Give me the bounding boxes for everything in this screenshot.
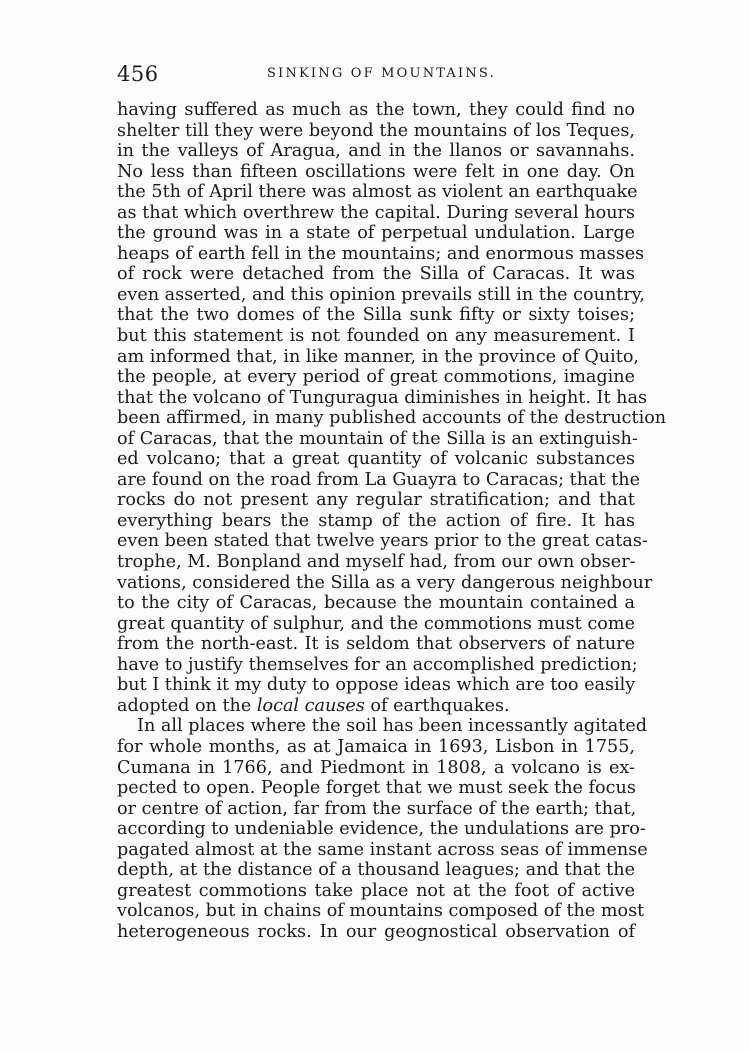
text-line: rocks do not present any regular stratification; and that bbox=[117, 490, 635, 511]
text-line: greatest commotions take place not at the foot of active bbox=[117, 880, 635, 901]
text-line: have to justify themselves for an accomplished prediction; bbox=[117, 654, 638, 675]
text-line: everything bears the stamp of the action of fire. It has bbox=[117, 510, 635, 531]
text-line: but this statement is not founded on any measurement. I bbox=[117, 326, 635, 347]
text-line: heaps of earth fell in the mountains; and enormous masses bbox=[117, 243, 645, 264]
text-line: of Caracas, that the mountain of the Silla is an extinguish- bbox=[117, 428, 638, 449]
text-line: In all places where the soil has been incessantly agitated bbox=[137, 716, 648, 737]
text-line: pagated almost at the same instant across seas of immense bbox=[117, 839, 648, 860]
text-line: in the valleys of Aragua, and in the llanos or savannahs. bbox=[117, 141, 635, 162]
text-line: are found on the road from La Guayra to Caracas; that the bbox=[117, 469, 641, 490]
text-line: the 5th of April there was almost as violent an earthquake bbox=[117, 182, 638, 203]
text-line: No less than fifteen oscillations were felt in one day. On bbox=[117, 161, 635, 182]
text-line: adopted on the local causes of earthquakes. bbox=[117, 695, 510, 716]
text-line: but I think it my duty to oppose ideas which are too easily bbox=[117, 675, 636, 696]
text-line: been affirmed, in many published accounts of the destruction bbox=[117, 408, 667, 429]
running-title: SINKING OF MOUNTAINS. bbox=[267, 66, 496, 81]
text-line: for whole months, as at Jamaica in 1693, Lisbon in 1755, bbox=[117, 736, 635, 757]
text-line: the ground was in a state of perpetual undulation. Large bbox=[117, 223, 635, 244]
text-line: great quantity of sulphur, and the commotions must come bbox=[117, 613, 635, 634]
text-line: am informed that, in like manner, in the province of Quito, bbox=[117, 346, 640, 367]
paragraph-2 bbox=[117, 716, 648, 942]
body-text bbox=[117, 100, 667, 942]
text-line: volcanos, but in chains of mountains composed of the most bbox=[117, 901, 645, 922]
text-line: even asserted, and this opinion prevails still in the country, bbox=[117, 284, 645, 305]
text-line: to the city of Caracas, because the mountain contained a bbox=[117, 593, 635, 614]
italic-phrase: local causes bbox=[256, 695, 365, 716]
text-line: having suffered as much as the town, they could find no bbox=[117, 100, 635, 120]
text-line: shelter till they were beyond the mountains of los Teques, bbox=[117, 120, 635, 141]
text-line: from the north-east. It is seldom that observers of nature bbox=[117, 634, 635, 655]
text-line: even been stated that twelve years prior to the great catas- bbox=[117, 531, 648, 552]
text-line: that the volcano of Tunguragua diminishes in height. It has bbox=[117, 387, 648, 408]
text-line: trophe, M. Bonpland and myself had, from our own obser- bbox=[117, 552, 636, 573]
page-number: 456 bbox=[117, 62, 159, 86]
text-line: heterogeneous rocks. In our geognostical observation of bbox=[117, 921, 635, 942]
text-line: according to undeniable evidence, the undulations are pro- bbox=[117, 819, 646, 840]
text-line: pected to open. People forget that we must seek the focus bbox=[117, 778, 636, 799]
text-line: ed volcano; that a great quantity of volcanic substances bbox=[117, 449, 635, 470]
text-line: or centre of action, far from the surface of the earth; that, bbox=[117, 798, 637, 819]
text-line: Cumana in 1766, and Piedmont in 1808, a volcano is ex- bbox=[117, 757, 635, 778]
page-header bbox=[117, 60, 637, 88]
text-line: of rock were detached from the Silla of Caracas. It was bbox=[117, 264, 635, 285]
text-line: the people, at every period of great commotions, imagine bbox=[117, 367, 635, 388]
text-line: as that which overthrew the capital. During several hours bbox=[117, 202, 635, 223]
text-line: depth, at the distance of a thousand leagues; and that the bbox=[117, 860, 635, 881]
text-line: that the two domes of the Silla sunk fifty or sixty toises; bbox=[117, 305, 635, 326]
text-line: vations, considered the Silla as a very dangerous neighbour bbox=[117, 572, 653, 593]
paragraph-1 bbox=[117, 100, 667, 696]
